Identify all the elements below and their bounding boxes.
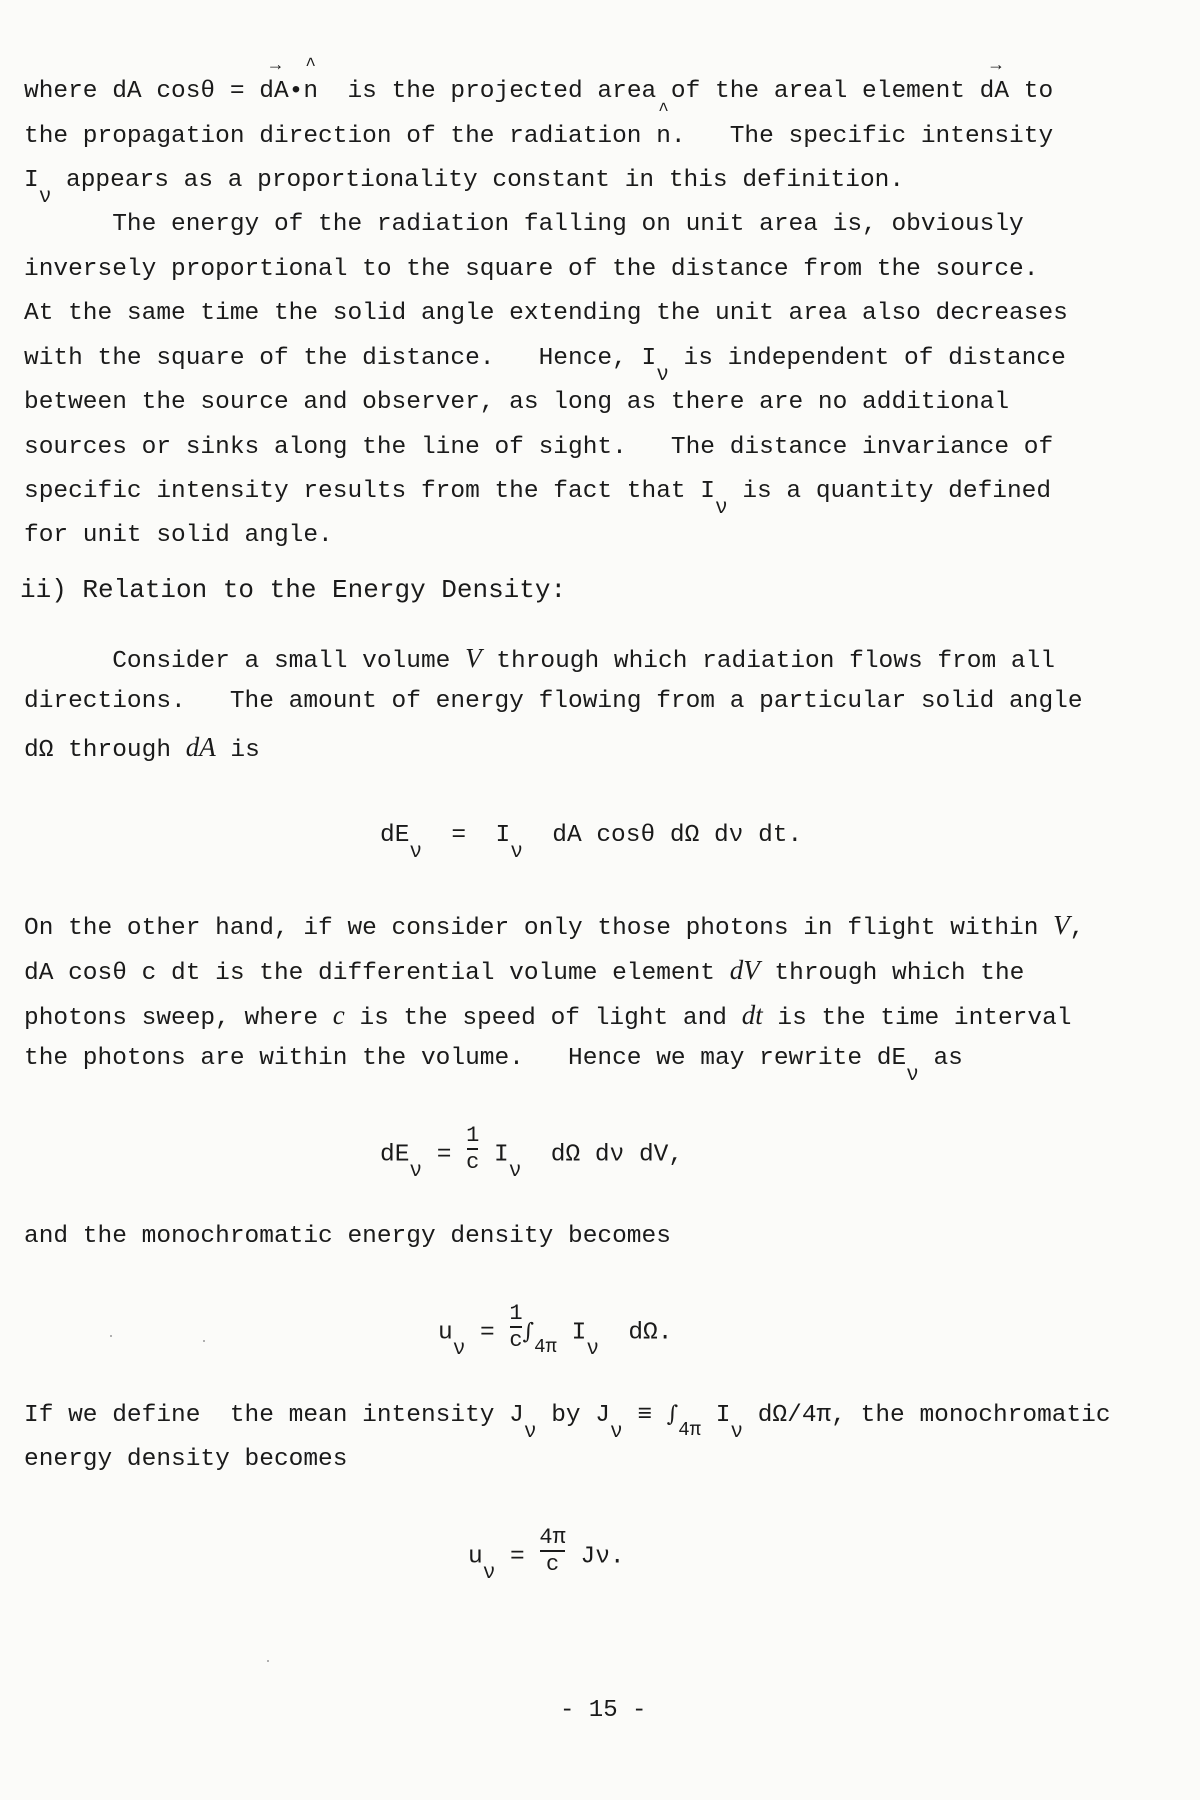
text-line: and the monochromatic energy density becomes [24, 1223, 671, 1250]
text-line: At the same time the solid angle extending the unit area also decreases [24, 300, 1068, 327]
text-line: inversely proportional to the square of the distance from the source. [24, 256, 1039, 283]
text-line: If we define the mean intensity Jν by $J\nu \equiv \int_{4\pi}$ Iν dΩ/4π, the monochromatic [24, 1402, 1111, 1444]
equation-energy-density: uν = $\frac{1}{c}$ $\int_{4\pi}$ Iν dΩ. [438, 1301, 673, 1362]
vector-dA: → dA [259, 78, 288, 105]
text-line: Consider a small volume V through which radiation flows from all [24, 643, 1055, 675]
section-heading: ii) Relation to the Energy Density: [20, 575, 567, 605]
fraction: $\frac{1}{c}$ [466, 1123, 480, 1175]
scan-speck [267, 1660, 269, 1662]
unit-vector-n: ^ n [303, 78, 318, 105]
scan-speck [110, 1335, 112, 1337]
integral-sign: ∫ [666, 1402, 679, 1427]
text-line: specific intensity results from the fact that Iν is a quantity defined [24, 478, 1052, 520]
unit-vector-n: ^ n [656, 123, 671, 150]
text-line: for unit solid angle. [24, 522, 333, 549]
text-line: sources or sinks along the line of sight. The distance invariance of [24, 434, 1054, 461]
text-line: dA cosθ c dt is the differential volume element dV through which the [24, 955, 1025, 987]
scan-speck [203, 1340, 205, 1342]
fraction: $\frac{4\pi}{c}$ [539, 1525, 566, 1577]
text-line: dΩ through dA is [24, 732, 260, 764]
text-line: the photons are within the volume. Hence we may rewrite dEν as [24, 1045, 963, 1087]
equation-mean-intensity: uν = $\frac{4\pi}{c}$ Jν. [468, 1525, 625, 1586]
text-line: where dA cosθ = → dA•^ n is the projected area of the areal element → dA to [24, 78, 1053, 105]
text-line: the propagation direction of the radiation ^ n. The specific intensity [24, 123, 1053, 150]
text-line: energy density becomes [24, 1446, 348, 1473]
text-line: directions. The amount of energy flowing from a particular solid angle [24, 688, 1083, 715]
equation-energy-flow: dEν = Iν dA cosθ dΩ dν dt. [380, 822, 803, 864]
equation-energy-volume: dEν = $\frac{1}{c}$ Iν dΩ dν dV, [380, 1123, 684, 1184]
text-line: Iν appears as a proportionality constant in this definition. [24, 167, 905, 209]
text-line: between the source and observer, as long as there are no additional [24, 389, 1010, 416]
integral-sign: ∫ [522, 1319, 535, 1345]
text-line: photons sweep, where c is the speed of light and dt is the time interval [24, 1000, 1072, 1032]
vector-dA: → dA [980, 78, 1009, 105]
text-line: The energy of the radiation falling on unit area is, obviously [24, 211, 1024, 238]
text-line: with the square of the distance. Hence, Iν is independent of distance [24, 345, 1066, 387]
text-line: On the other hand, if we consider only those photons in flight within V, [24, 910, 1085, 942]
page-number: - 15 - [560, 1697, 647, 1724]
fraction: $\frac{1}{c}$ [509, 1301, 523, 1353]
